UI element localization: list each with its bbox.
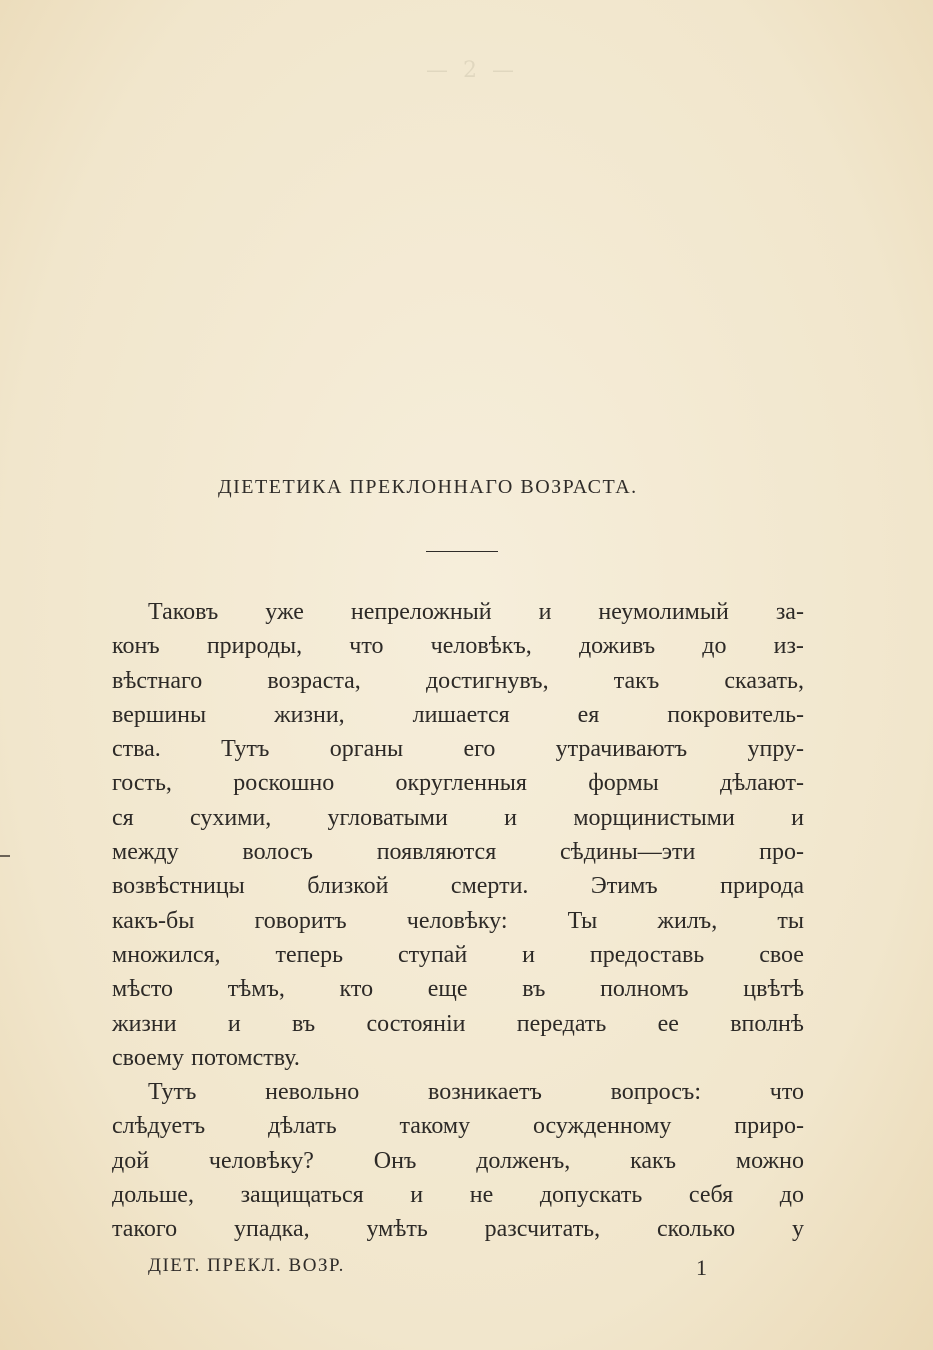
word: можно bbox=[735, 1147, 804, 1174]
word: что bbox=[349, 633, 384, 660]
text-line bbox=[112, 1041, 804, 1075]
text-line bbox=[112, 1075, 804, 1109]
word: округленныя bbox=[395, 770, 527, 797]
word: и bbox=[410, 1182, 424, 1209]
text-line bbox=[112, 629, 804, 663]
word: сухими, bbox=[190, 804, 272, 831]
word: непреложный bbox=[350, 599, 492, 625]
word: доживъ bbox=[578, 633, 656, 660]
word: Тутъ bbox=[148, 1079, 197, 1106]
word: вопросъ: bbox=[610, 1079, 701, 1106]
word: свое bbox=[759, 941, 804, 968]
text-line bbox=[112, 972, 804, 1006]
word: невольно bbox=[265, 1079, 360, 1106]
word: лишается bbox=[412, 701, 510, 728]
word: говоритъ bbox=[254, 907, 347, 934]
word: жизни bbox=[112, 1010, 177, 1037]
text-line bbox=[112, 1144, 804, 1178]
word: ства. bbox=[112, 736, 161, 763]
text-line bbox=[112, 1178, 804, 1212]
word: человѣкъ, bbox=[430, 633, 532, 660]
text-line bbox=[112, 732, 804, 766]
word: из- bbox=[773, 633, 804, 660]
word: Этимъ bbox=[590, 873, 658, 900]
word: мѣсто bbox=[112, 976, 174, 1003]
text-line bbox=[112, 835, 804, 869]
word: ступай bbox=[398, 941, 468, 968]
word: органы bbox=[329, 736, 404, 763]
word: до bbox=[779, 1182, 804, 1209]
body-text bbox=[112, 595, 804, 1247]
word: предоставь bbox=[589, 941, 705, 968]
text-line bbox=[112, 766, 804, 800]
word: уже bbox=[265, 599, 304, 625]
word: дѣлать bbox=[267, 1113, 337, 1140]
word: про- bbox=[759, 839, 804, 866]
word: дѣлают- bbox=[720, 770, 804, 797]
word: упадка, bbox=[233, 1216, 310, 1243]
word: себя bbox=[688, 1182, 734, 1209]
word: формы bbox=[588, 770, 659, 797]
word: утрачиваютъ bbox=[555, 736, 688, 763]
word: жизни, bbox=[274, 701, 345, 728]
word: и bbox=[504, 804, 517, 831]
word: вѣстнаго bbox=[112, 667, 203, 694]
word: его bbox=[463, 736, 496, 763]
word: угловатыми bbox=[327, 804, 448, 831]
text-line bbox=[112, 595, 804, 629]
page-number: 1 bbox=[696, 1255, 709, 1280]
word: природа bbox=[720, 873, 804, 900]
word: множился, bbox=[112, 941, 221, 968]
word: защищаться bbox=[240, 1182, 364, 1209]
word: появляются bbox=[376, 839, 497, 866]
word: допускать bbox=[539, 1182, 643, 1209]
word: вполнѣ bbox=[730, 1010, 804, 1037]
word: ее bbox=[657, 1010, 679, 1037]
word: возраста, bbox=[267, 667, 361, 694]
word: конъ bbox=[112, 633, 160, 660]
word: морщинистыми bbox=[573, 804, 735, 831]
word: Тутъ bbox=[221, 736, 270, 763]
word: своему bbox=[112, 1044, 184, 1071]
word: какъ-бы bbox=[112, 907, 195, 934]
word: Ты bbox=[567, 907, 598, 934]
word: тѣмъ, bbox=[227, 976, 285, 1003]
word: цвѣтѣ bbox=[743, 976, 804, 1003]
word: дольше, bbox=[112, 1182, 194, 1209]
word: ся bbox=[112, 804, 134, 831]
word: дой bbox=[112, 1147, 150, 1174]
text-line bbox=[112, 1212, 804, 1246]
word: умѣть bbox=[366, 1216, 428, 1243]
word: полномъ bbox=[600, 976, 689, 1003]
text-line bbox=[112, 938, 804, 972]
word: еще bbox=[427, 976, 468, 1003]
text-line bbox=[112, 1007, 804, 1041]
word: долженъ, bbox=[476, 1147, 571, 1174]
word: гость, bbox=[112, 770, 172, 797]
word: до bbox=[702, 633, 727, 660]
text-line bbox=[112, 664, 804, 698]
word: покровитель- bbox=[667, 701, 804, 728]
word: теперь bbox=[275, 941, 344, 968]
word: жилъ, bbox=[657, 907, 718, 934]
word: Таковъ bbox=[148, 599, 219, 625]
word: смерти. bbox=[450, 873, 529, 900]
word: приро- bbox=[734, 1113, 804, 1140]
title-rule bbox=[426, 551, 498, 552]
word: сказать, bbox=[724, 667, 804, 694]
word: возвѣстницы bbox=[112, 873, 245, 900]
text-line bbox=[112, 904, 804, 938]
word: кто bbox=[339, 976, 374, 1003]
word: человѣку: bbox=[406, 907, 508, 934]
text-line bbox=[112, 698, 804, 732]
word: вершины bbox=[112, 701, 207, 728]
word: за- bbox=[775, 599, 804, 625]
word: не bbox=[469, 1182, 494, 1209]
word: что bbox=[769, 1079, 804, 1106]
word: и bbox=[791, 804, 804, 831]
word: природы, bbox=[206, 633, 303, 660]
word: близкой bbox=[307, 873, 389, 900]
word: волосъ bbox=[242, 839, 313, 866]
word: между bbox=[112, 839, 179, 866]
word: сколько bbox=[656, 1216, 736, 1243]
word: и bbox=[522, 941, 535, 968]
word: разсчитать, bbox=[484, 1216, 601, 1243]
word: роскошно bbox=[233, 770, 335, 797]
running-head: — 2 — bbox=[426, 58, 518, 83]
word: такому bbox=[399, 1113, 471, 1140]
word: ея bbox=[577, 701, 600, 728]
word: неумолимый bbox=[598, 599, 729, 625]
signature-mark: ДІЕТ. ПРЕКЛ. ВОЗР. bbox=[148, 1255, 345, 1276]
text-line bbox=[112, 869, 804, 903]
word: сѣдины—эти bbox=[560, 839, 696, 866]
word: возникаетъ bbox=[428, 1079, 542, 1106]
word: такъ bbox=[613, 667, 660, 694]
word: такого bbox=[112, 1216, 178, 1243]
word: человѣку? bbox=[208, 1147, 314, 1174]
word: у bbox=[791, 1216, 804, 1243]
word: состояніи bbox=[366, 1010, 466, 1037]
word: потомству. bbox=[191, 1044, 300, 1071]
word: ты bbox=[777, 907, 804, 934]
text-line bbox=[112, 801, 804, 835]
word: какъ bbox=[630, 1147, 677, 1174]
word: осужденному bbox=[532, 1113, 672, 1140]
margin-mark bbox=[0, 855, 10, 857]
word: достигнувъ, bbox=[425, 667, 549, 694]
word: упру- bbox=[747, 736, 804, 763]
word: въ bbox=[292, 1010, 316, 1037]
word: въ bbox=[522, 976, 546, 1003]
word: Онъ bbox=[373, 1147, 417, 1174]
word: слѣдуетъ bbox=[112, 1113, 206, 1140]
chapter-title: ДІЕТЕТИКА ПРЕКЛОННАГО ВОЗРАСТА. bbox=[218, 476, 638, 498]
word: и bbox=[227, 1010, 241, 1037]
word: передать bbox=[516, 1010, 607, 1037]
word: и bbox=[538, 599, 552, 625]
text-line bbox=[112, 1109, 804, 1143]
